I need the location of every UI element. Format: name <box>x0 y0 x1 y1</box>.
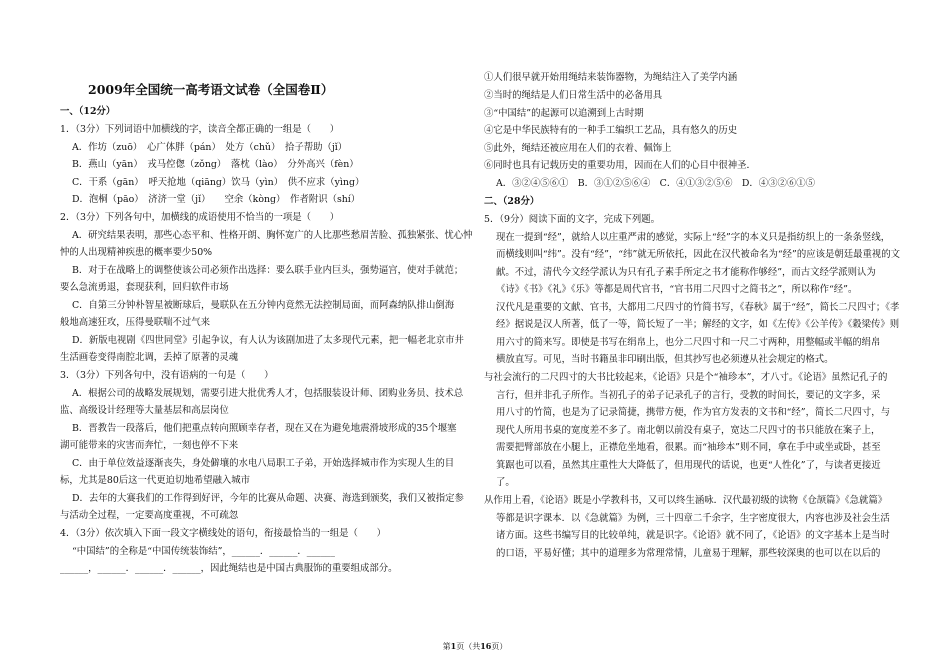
q1-stem: 1．（3分）下列词语中加横线的字，读音全都正确的一组是（ ） <box>60 124 340 135</box>
q2-option-c-line2: 般地高速狂攻，压得曼联喘不过气来 <box>60 317 211 328</box>
exam-title: 2009年全国统一高考语文试卷（全国卷Ⅱ） <box>88 82 334 97</box>
q1-option-a: A．作坊（zuō） 心广体胖（pán） 处方（chǔ） 拾子帮助（jǐ） <box>72 142 348 153</box>
q3-option-c-line2: 标，尤其是80后这一代更迫切地希望融入城市 <box>60 475 251 486</box>
q3-option-d-line1: D．去年的大赛我们的工作得到好评，今年的比赛从命题、决赛、海选到颁奖，我们又被指定参 <box>72 493 464 504</box>
passage-p3-line7: 了。 <box>496 477 515 488</box>
q2-option-a-line2: 忡的人出现精神疾患的概率要少50% <box>60 247 213 258</box>
q2-stem: 2．（3分）下列各句中，加横线的成语使用不恰当的一项是（ ） <box>60 212 340 223</box>
q5-stem: 5．（9分）阅读下面的文字，完成下列题。 <box>484 214 660 225</box>
q3-option-b-line2: 湖可能带来的灾害而奔忙，一刻也停不下来 <box>60 440 239 451</box>
q4-stem: 4．（3分）依次填入下面一段文字横线处的语句，衔接最恰当的一组是（ ） <box>60 528 386 539</box>
footer-middle: 页（共 <box>456 642 481 651</box>
page-footer <box>0 641 950 652</box>
passage-p3-line6: 箕踞也可以看，虽然其庄重性大大降低了，但用现代的话说，也更“人性化”了，与读者更接近 <box>496 460 881 471</box>
q4-statement-3: ③“中国结”的起源可以追溯到上古时期 <box>484 108 644 119</box>
q4-statement-2: ②当时的绳结是人们日常生活中的必备用具 <box>484 90 663 101</box>
footer-page-number: 1 <box>450 641 457 651</box>
q3-option-a-line2: 监、高级设计经理等大量基层和高层岗位 <box>60 405 229 416</box>
q3-option-b-line1: B．晋教告一段落后，他们把重点转向照顾幸存者，现在又在为避免地震滑坡形成的35个堰塞 <box>72 423 457 434</box>
q2-option-d-line2: 生活画卷变得南腔北调，丢掉了原著的灵魂 <box>60 352 239 363</box>
passage-p1-line4: 《诗》《书》《礼》《乐》等都是周代官书，“官书用二尺四寸之简书之”，所以称作“经”。 <box>496 284 858 295</box>
passage-p1-line2: 而横线则叫“纬”。没有“经”，“纬”就无所依托，因此在汉代被命名为“经”的应该是朝廷最重视的文 <box>496 249 900 260</box>
passage-p4-line2: 等都是识字课本．以《急就篇》为例，三十四章二千余字，生字密度很大，内容也涉及社会生活 <box>496 513 890 524</box>
passage-p2-line2: 经》据说是汉人所著，低了一等，简长短了一半；解经的文字，如《左传》《公羊传》《穀梁传》则 <box>496 319 900 330</box>
passage-p3-line5: 需要把臂部放在小腿上，正襟危坐地看，很累。而“袖珍本”则不同，拿在手中或坐或卧，甚至 <box>496 442 881 453</box>
passage-p4-line4: 的口语，平易好懂；其中的道理多为常理常情，儿童易于理解，那些较深奥的也可以在以后的 <box>496 548 881 559</box>
passage-p2-line4: 横放直写。可见，当时书籍虽非印刷出版，但其抄写也必须遵从社会规定的格式。 <box>496 354 834 365</box>
passage-p2-line3: 用六寸的简来写。即使是书写在绢帛上，也分二尺四寸和一尺二寸两种，用整幅或半幅的绢帛 <box>496 337 881 348</box>
footer-prefix: 第 <box>442 642 451 651</box>
q4-statement-4: ④它是中华民族特有的一种手工编织工艺品，具有悠久的历史 <box>484 125 738 136</box>
q4-answer-choices: A．③②④⑤⑥① B．③①②⑤⑥④ C．④①③②⑤⑥ D．④③②⑥①⑤ <box>496 178 815 189</box>
q3-stem: 3．（3分）下列各句中，没有语病的一句是（ ） <box>60 370 274 381</box>
q3-option-a-line1: A．根据公司的战略发展规划，需要引进大批优秀人才，包括服装设计师、团购业务员、技术总 <box>72 388 464 399</box>
passage-p4-line1: 从作用上看，《论语》既是小学教科书，又可以终生涵咏．汉代最初级的读物《仓颉篇》《急就篇》 <box>484 495 888 506</box>
q3-option-d-line2: 与活动全过程，一定要高度重视，不可疏忽 <box>60 510 239 521</box>
passage-p3-line3: 用八寸的竹简，也是为了记录简捷，携带方便，作为官方发表的文书和“经”，简长二尺四寸，与 <box>496 407 890 418</box>
q2-option-c-line1: C．自第三分钟朴智星被断球后，曼联队在五分钟内竟然无法控制局面，而阿森纳队排山倒海 <box>72 300 455 311</box>
passage-p3-line1: 与社会流行的二尺四寸的大书比较起来，《论语》只是个“袖珍本”，才八寸。《论语》虽然记孔子的 <box>484 372 888 383</box>
footer-total-pages: 16 <box>480 641 492 651</box>
q1-option-b: B．燕山（yān） 戎马倥偬（zǒng） 落枕（lào） 分外高兴（fèn） <box>72 159 359 170</box>
passage-p1-line3: 献。不过，清代今文经学派认为只有孔子素手所定之书才能称作够经”，而古文经学派则认为 <box>496 267 876 278</box>
q4-statement-5: ⑤此外，绳结还被应用在人们的衣着、佩饰上 <box>484 143 672 154</box>
q4-passage-line2: ______，______．______．______，因此绳结也是中国古典服饰的重要组成部分。 <box>60 563 398 574</box>
q1-option-d: D．泡桐（pāo） 济济一堂（jǐ） 空余（kòng） 作者附识（shí） <box>72 194 361 205</box>
passage-p2-line1: 汉代凡是重要的文献、官书，大都用二尺四寸的竹简书写，《春秋》属于“经”，简长二尺四寸；《孝 <box>496 302 900 313</box>
footer-suffix: 页） <box>491 642 508 651</box>
q2-option-b-line1: B．对于在战略上的调整使该公司必须作出选择：要么联手业内巨头，强势逼宫，使对手就范； <box>72 265 464 276</box>
passage-p4-line3: 诸方面。这些书编写目的比较单纯，就是识字。《论语》就不同了，《论语》的文字基本上是当时 <box>496 530 890 541</box>
q2-option-b-line2: 要么急流勇退，套现获利，回归软件市场 <box>60 282 229 293</box>
q1-option-c: C．干系（gān） 呼天抢地（qiāng）饮马（yìn） 供不应求（yìng） <box>72 177 365 188</box>
q2-option-d-line1: D．新版电视剧《四世同堂》引起争议，有人认为该剧加进了太多现代元素，把一幅老北京市井 <box>72 335 464 346</box>
q4-passage-line1: “中国结”的全称是“中国传统装饰结”，______．______．______ <box>72 546 335 557</box>
passage-p3-line4: 现代人所用书桌的宽度差不多了。南北朝以前没有桌子，宽达二尺四寸的书只能放在案子上， <box>496 425 881 436</box>
q4-statement-6: ⑥同时也具有记载历史的重要功用，因而在人们的心目中很神圣． <box>484 160 756 171</box>
q3-option-c-line1: C．由于单位效益逐渐丧失，身处僻壤的水电八局职工子弟，开始选择城市作为实现人生的目 <box>72 458 455 469</box>
passage-p1-line1: 现在一提到“经”，就给人以庄重严肃的感觉，实际上“经”字的本义只是指纺织上的一条条竖线， <box>496 232 891 243</box>
section-1-heading: 一、（12分） <box>60 106 116 117</box>
section-2-heading: 二、（28分） <box>484 196 540 207</box>
passage-p3-line2: 言行，但并非孔子所作。当初孔子的弟子记录孔子的言行，受教的时间长，要记的文字多，采 <box>496 390 881 401</box>
q2-option-a-line1: A．研究结果表明，那些心态平和、性格开朗、胸怀宽广的人比那些愁眉苦脸、孤独紧张、忧心忡 <box>72 230 473 241</box>
q4-statement-1: ①人们很早就开始用绳结来装饰器物，为绳结注入了美学内涵 <box>484 72 738 83</box>
